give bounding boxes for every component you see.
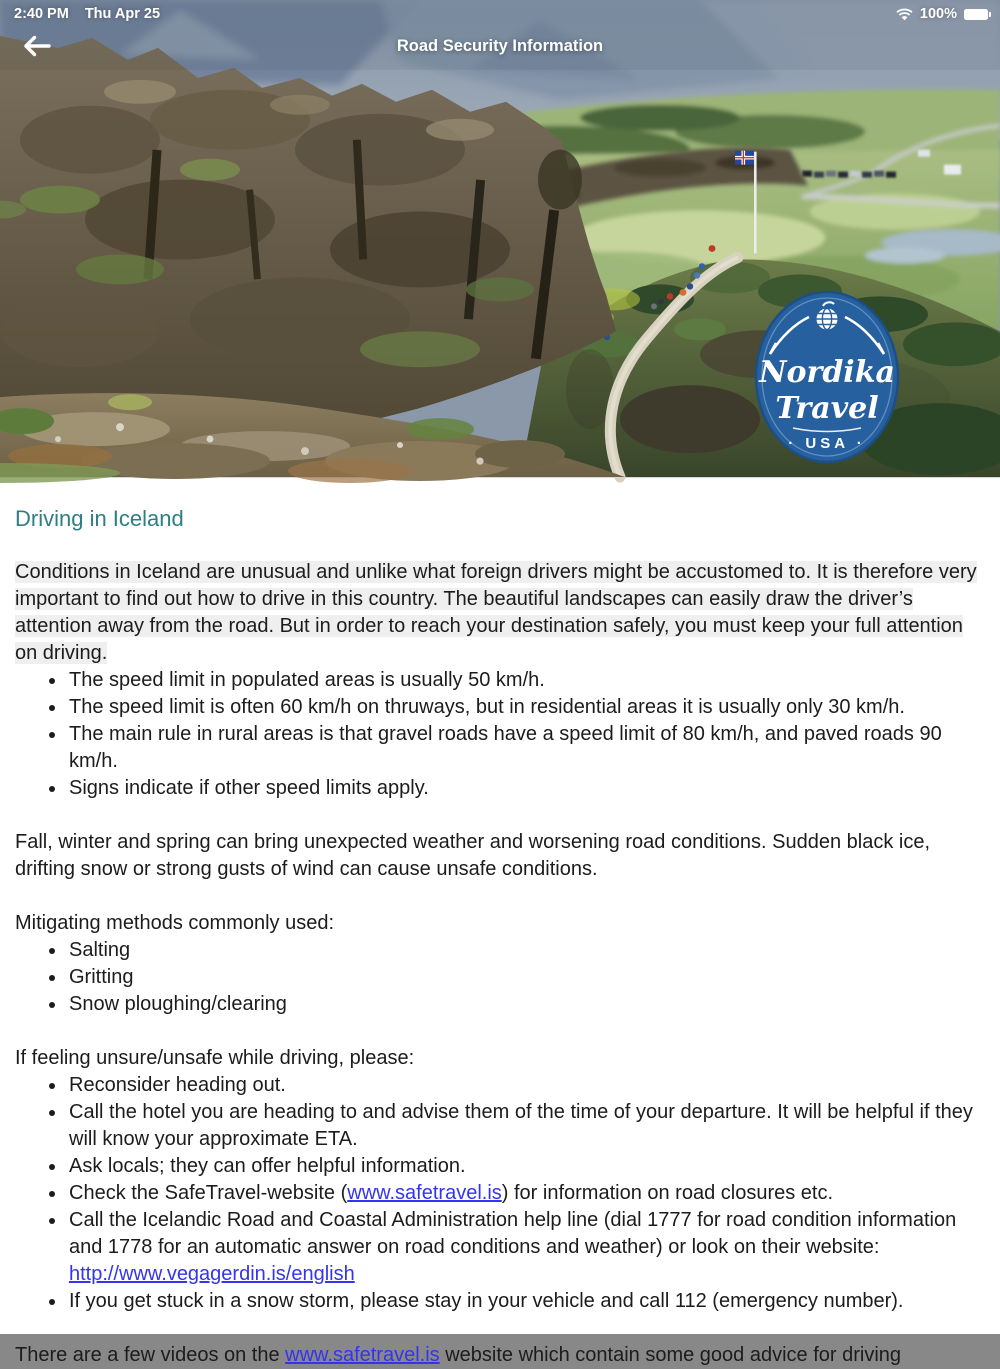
status-date: Thu Apr 25 bbox=[84, 6, 161, 22]
bullet-item: • Check the SafeTravel-website (www.safetravel.is) for information on road closures etc. bbox=[67, 1180, 985, 1207]
bullet-item: • Signs indicate if other speed limits apply. bbox=[67, 775, 985, 802]
bullet-item: • Snow ploughing/clearing bbox=[67, 991, 985, 1018]
footer-paragraph: There are a few videos on the www.safetravel.is website which contain some good advice for driving bbox=[15, 1344, 902, 1366]
mitigation-list bbox=[15, 937, 985, 1018]
weather-paragraph: Fall, winter and spring can bring unexpected weather and worsening road conditions. Sudden black ice, drifting snow or strong gusts of wind can cause unsafe conditions. bbox=[15, 831, 930, 880]
status-bar bbox=[0, 0, 1000, 24]
back-arrow-icon bbox=[19, 33, 53, 59]
mitigation-label: Mitigating methods commonly used: bbox=[15, 912, 335, 934]
logo-name-line2: Travel bbox=[775, 391, 879, 426]
hero-photo bbox=[0, 0, 1000, 478]
battery-icon bbox=[964, 9, 988, 20]
back-button[interactable] bbox=[16, 30, 56, 64]
bullet-item: • Call the hotel you are heading to and advise them of the time of your departure. It will be helpful if they will know your approximate ETA. bbox=[67, 1099, 985, 1153]
bullet-item: • If you get stuck in a snow storm, please stay in your vehicle and call 112 (emergency number). bbox=[67, 1288, 985, 1315]
nordika-travel-logo bbox=[753, 290, 901, 464]
page-title: Road Security Information bbox=[396, 37, 604, 55]
battery-percent: 100% bbox=[919, 6, 957, 22]
inline-link[interactable]: www.safetravel.is bbox=[285, 1344, 440, 1366]
bullet-item: • Gritting bbox=[67, 964, 985, 991]
bullet-item: • The speed limit in populated areas is usually 50 km/h. bbox=[67, 667, 985, 694]
intro-paragraph bbox=[15, 559, 985, 667]
wifi-icon bbox=[896, 8, 913, 21]
highlighted-text: Conditions in Iceland are unusual and unlike what foreign drivers might be accustomed to. It is therefore very important to find out how to drive in this country. The beautiful landscapes can easily draw the driver’s attention away from the road. But in order to reach your destination safely, you must keep your full attention on driving. bbox=[15, 561, 977, 664]
bullet-item: • The main rule in rural areas is that gravel roads have a speed limit of 80 km/h, and paved roads 90 km/h. bbox=[67, 721, 985, 775]
bullet-item: • The speed limit is often 60 km/h on thruways, but in residential areas it is usually only 30 km/h. bbox=[67, 694, 985, 721]
article-body bbox=[0, 478, 1000, 1369]
inline-link[interactable]: http://www.vegagerdin.is/english bbox=[69, 1263, 355, 1285]
bullet-item: • Reconsider heading out. bbox=[67, 1072, 985, 1099]
logo-country: · USA · bbox=[788, 435, 866, 452]
nav-bar bbox=[0, 28, 1000, 70]
inline-link[interactable]: www.safetravel.is bbox=[347, 1182, 502, 1204]
speed-limit-list bbox=[15, 667, 985, 802]
status-time: 2:40 PM bbox=[14, 6, 69, 22]
bullet-item: • Call the Icelandic Road and Coastal Administration help line (dial 1777 for road condition information and 1778 for an automatic answer on road conditions and weather) or look on their website: http://www.vegagerdin.is/english bbox=[67, 1207, 985, 1288]
section-heading: Driving in Iceland bbox=[15, 506, 184, 531]
logo-name-line1: Nordika bbox=[759, 355, 895, 390]
advice-list bbox=[15, 1072, 985, 1315]
unsafe-label: If feeling unsure/unsafe while driving, please: bbox=[15, 1047, 415, 1069]
bullet-item: • Ask locals; they can offer helpful information. bbox=[67, 1153, 985, 1180]
bullet-item: • Salting bbox=[67, 937, 985, 964]
